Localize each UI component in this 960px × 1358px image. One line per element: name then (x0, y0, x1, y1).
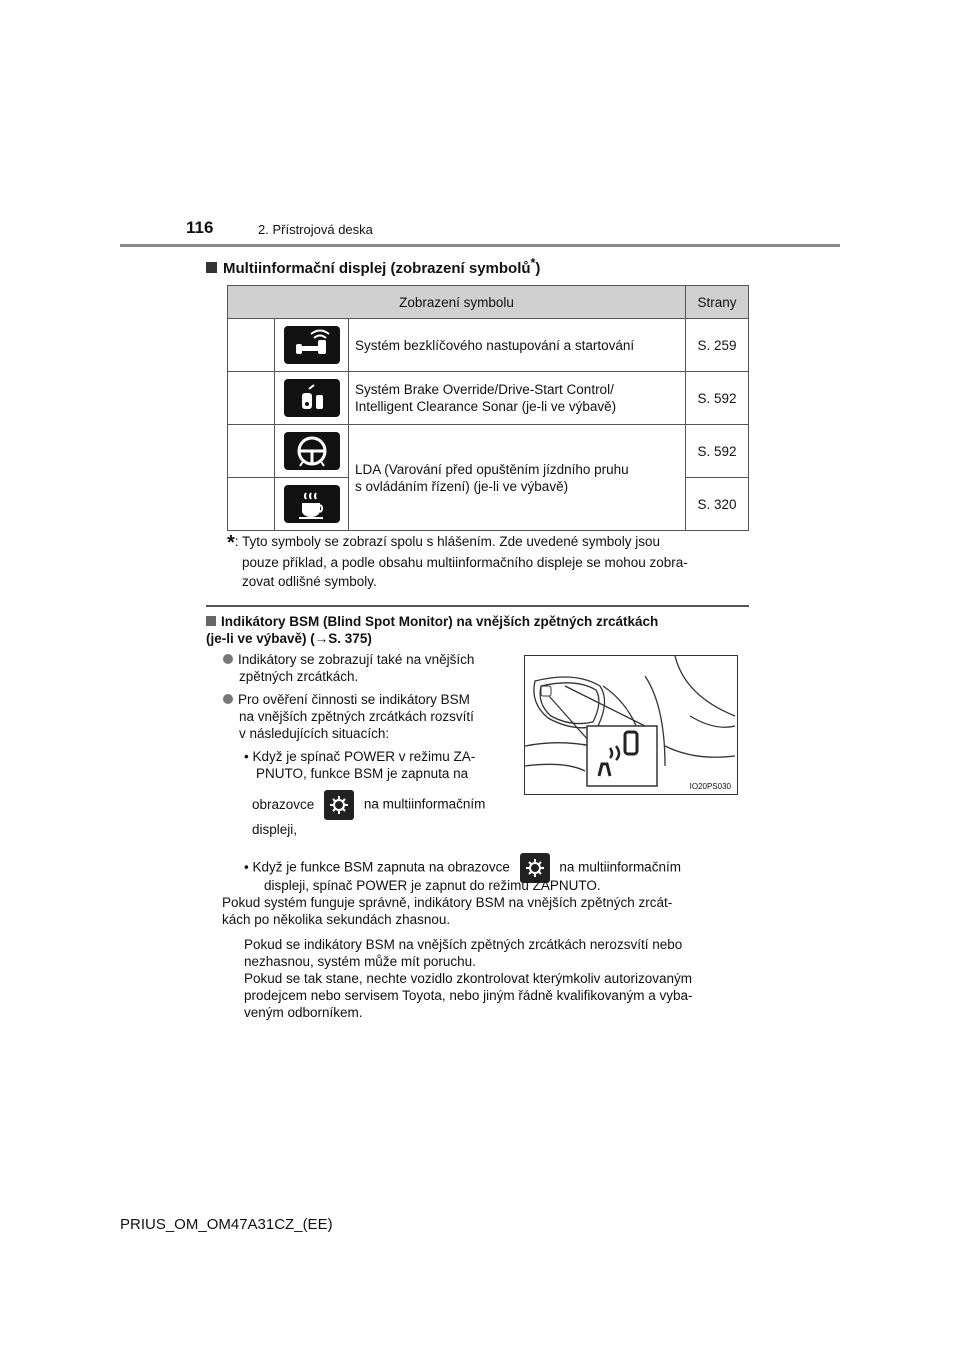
table-row (228, 319, 749, 372)
smart-key-icon (284, 326, 340, 364)
mirror-figure (524, 655, 738, 795)
symbol-table (227, 285, 749, 531)
header-rule (120, 244, 840, 247)
sub-item: • Když je funkce BSM zapnuta na obrazovce na multiinformačním (244, 853, 749, 883)
paragraph: Pokud se indikátory BSM na vnějších zpětných zrcátkách nerozsvítí nebo nezhasnou, systém může mít poruchu. Pokud se tak stane, nechte vozidlo zkontrolovat kterýmkoliv autorizovaným prodejcem nebo servisem Toyota, nebo jiným řádně kvalifikovaným a vyba- veným odborníkem. (244, 937, 693, 1020)
brake-override-icon (284, 379, 340, 417)
lane-departure-icon (284, 432, 340, 470)
row-description: Systém bezklíčového nastupování a startování (349, 319, 686, 372)
row-page: S. 592 (686, 372, 749, 425)
col-header-symbol: Zobrazení symbolu (228, 286, 686, 319)
settings-gear-icon (324, 790, 354, 820)
col-header-pages: Strany (686, 286, 749, 319)
section-square-icon (206, 262, 217, 273)
bullet-icon (223, 694, 233, 704)
row-page: S. 592 (686, 425, 749, 478)
row-page: S. 320 (686, 478, 749, 531)
bullet-icon (223, 654, 233, 664)
sub-item: displeji, (252, 822, 298, 837)
section-rule (206, 605, 749, 607)
sub-item-continuation: displeji, spínač POWER je zapnut do režimu ZAPNUTO. (264, 878, 601, 893)
section-square-icon (206, 616, 216, 626)
figure-code: IO20PS030 (689, 782, 731, 791)
row-description: Systém Brake Override/Drive-Start Control/ Intelligent Clearance Sonar (je-li ve výbavě) (349, 372, 686, 425)
bullet-item: Indikátory se zobrazují také na vnějších zpětných zrcátkách. (223, 651, 514, 685)
sub-item: obrazovce na multiinformačním (244, 790, 514, 820)
paragraph: Pokud systém funguje správně, indikátory BSM na vnějších zpětných zrcát- kách po několika sekundách zhasnou. (222, 895, 673, 927)
table-row (228, 372, 749, 425)
bullet-item: Pro ověření činnosti se indikátory BSM na vnějších zpětných zrcátkách rozsvítí v následujících situacích: (223, 691, 514, 742)
page-number: 116 (186, 218, 214, 237)
row-page: S. 259 (686, 319, 749, 372)
chapter-title: 2. Přístrojová deska (258, 222, 373, 237)
footnote: *: Tyto symboly se zobrazí spolu s hlášením. Zde uvedené symboly jsou pouze příklad, a podle obsahu multiinformačního displeje se mohou zobra- zovat odlišné symboly. (227, 532, 688, 589)
sub-item: • Když je spínač POWER v režimu ZA- PNUTO, funkce BSM je zapnuta na (244, 749, 476, 781)
table-row (228, 425, 749, 478)
row-description: LDA (Varování před opuštěním jízdního pruhu s ovládáním řízení) (je-li ve výbavě) (349, 425, 686, 531)
bsm-section-title: Indikátory BSM (Blind Spot Monitor) na vnějších zpětných zrcátkách (je-li ve výbavě) (→S. 375) (206, 614, 659, 646)
footer-code: PRIUS_OM_OM47A31CZ_(EE) (120, 1216, 333, 1233)
coffee-cup-icon (284, 485, 340, 523)
section-title: Multiinformační displej (zobrazení symbolů*) (206, 256, 540, 277)
